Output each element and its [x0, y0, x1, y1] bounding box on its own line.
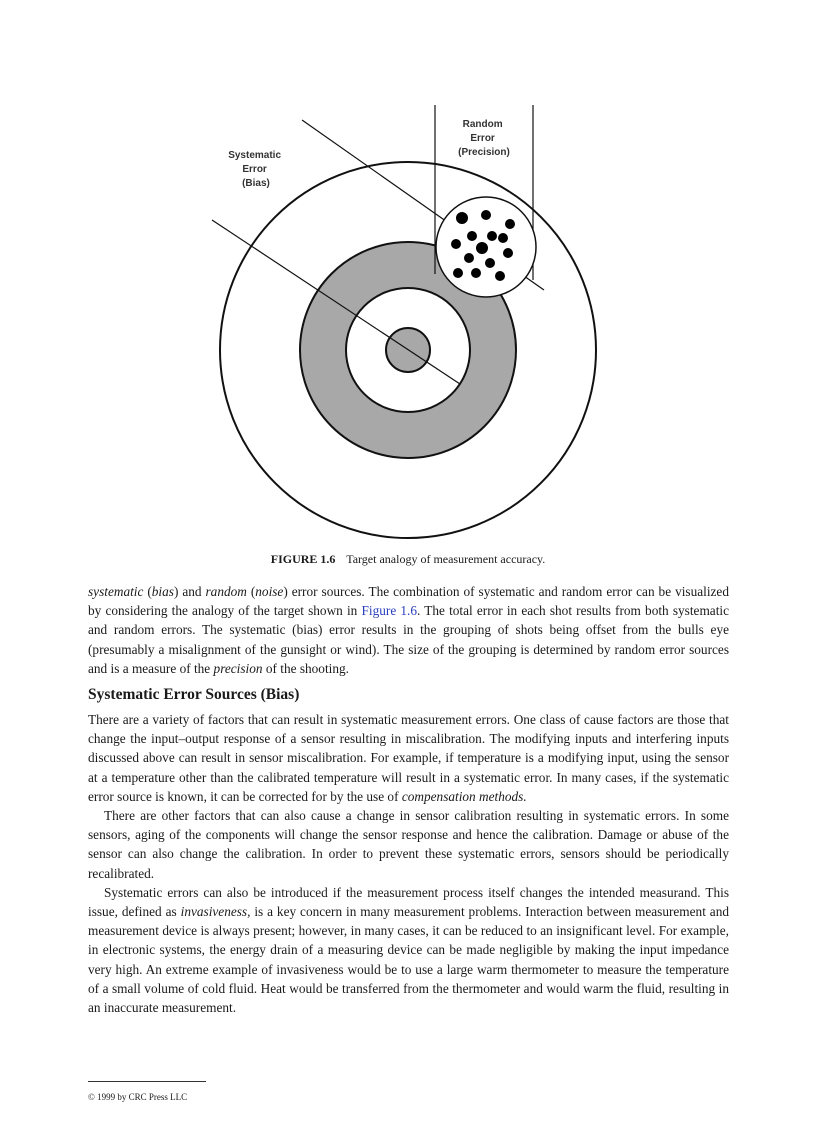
figure-caption — [0, 552, 816, 567]
term-systematic: systematic — [88, 584, 144, 599]
shot — [471, 268, 481, 278]
figure-caption-text: Target analogy of measurement accuracy. — [346, 552, 546, 566]
copyright: © 1999 by CRC Press LLC — [88, 1092, 188, 1102]
term-random: random — [205, 584, 247, 599]
intro-paragraph: systematic (bias) and random (noise) error sources. The combination of systematic and random error can be visualized by considering the analogy of the target shown in Figure 1.6. The total error in each shot results from both systematic and random errors. The systematic (bias) error results in the grouping of shots being offset from the bulls eye (presumably a misalignment of the gunsight or wind). The size of the grouping is determined by random error sources and is a measure of the precision of the shooting. — [88, 584, 729, 676]
term-noise: noise — [255, 584, 284, 599]
target-figure — [190, 100, 610, 540]
section-body — [88, 710, 729, 1017]
shot — [464, 253, 474, 263]
section-heading: Systematic Error Sources (Bias) — [88, 686, 300, 703]
shot — [451, 239, 461, 249]
term-compensation-methods: compensation methods. — [401, 788, 527, 804]
footer-rule — [88, 1081, 206, 1082]
shot — [456, 212, 468, 224]
paragraph-2: There are other factors that can also cause a change in sensor calibration resulting in systematic errors. In some sensors, aging of the components will change the sensor response and hence the calibration. Damage or abuse of the sensor can also change the calibration. In order to prevent these systematic errors, sensors should be periodically recalibrated. — [88, 808, 729, 881]
term-bias: bias — [151, 584, 174, 599]
shot — [485, 258, 495, 268]
term-invasiveness: invasiveness, — [180, 904, 251, 920]
paragraph-3: Systematic errors can also be introduced if the measurement process itself changes the intended measurand. This issue, defined as invasiveness, is a key concern in many measurement problems. Interaction between measurement and measurement device is always present; however, in many cases, it can be reduced to an insignificant level. For example, in electronic systems, the energy drain of a measuring device can be made negligible by making the input impedance very high. An extreme example of invasiveness would be to use a large warm thermometer to measure the temperature of a small volume of cold fluid. Heat would be transferred from the thermometer and would warm the fluid, resulting in an inaccurate measurement. — [88, 884, 730, 1016]
shot — [498, 233, 508, 243]
systematic-error-label: Systematic Error (Bias) — [228, 150, 282, 189]
shot — [487, 231, 497, 241]
shot — [505, 219, 515, 229]
shot — [467, 231, 477, 241]
shot — [453, 268, 463, 278]
shot — [476, 242, 488, 254]
term-precision: precision — [213, 660, 263, 676]
intro-paragraph-block — [88, 582, 729, 678]
shot — [495, 271, 505, 281]
figure-link[interactable]: Figure 1.6 — [361, 603, 417, 619]
shot — [481, 210, 491, 220]
figure-number: FIGURE 1.6 — [270, 552, 336, 566]
paragraph-1: There are a variety of factors that can result in systematic measurement errors. One class of cause factors are those that change the input–output response of a sensor resulting in miscalibration. The modifying inputs and interfering inputs discussed above can result in sensor miscalibration. For example, if temperature is a modifying input, using the sensor at a temperature other than the calibrated temperature will result in a systematic error. In many cases, if the systematic error source is known, it can be corrected for by the use of compensation methods. — [88, 712, 729, 804]
random-error-label: Random Error (Precision) — [458, 119, 510, 158]
shot — [503, 248, 513, 258]
